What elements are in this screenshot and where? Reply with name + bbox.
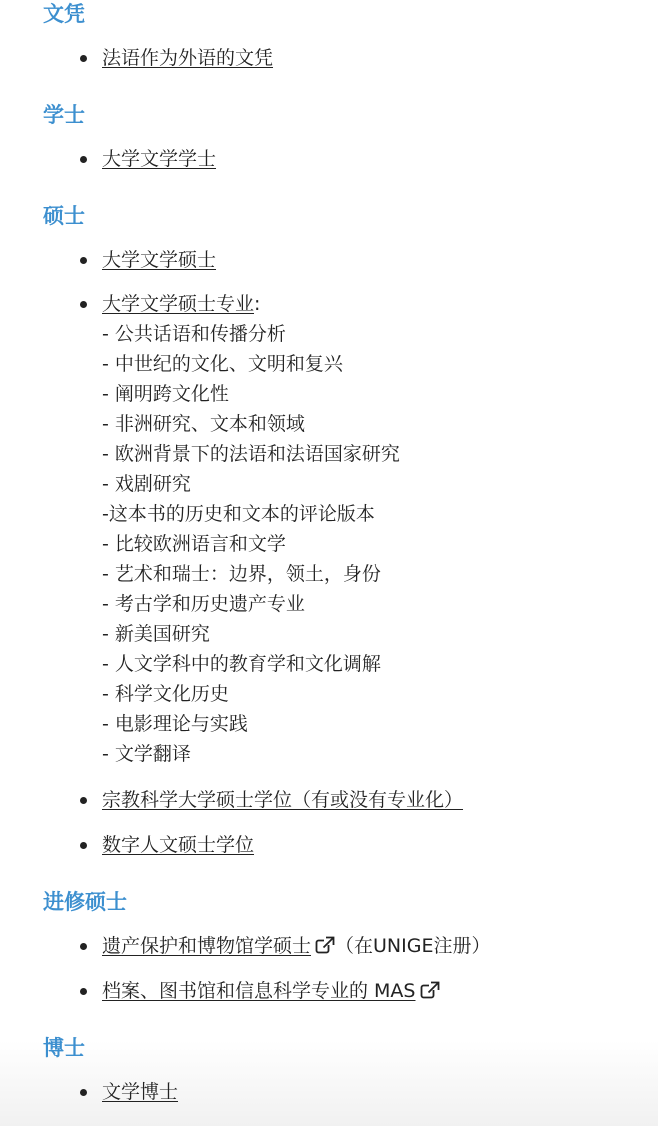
list-bullet <box>80 797 87 804</box>
link-archives-library-mas[interactable]: 档案、图书馆和信息科学专业的 MAS <box>102 980 416 1002</box>
link-digital-humanities-master[interactable]: 数字人文硕士学位 <box>102 834 255 856</box>
specialization-item: - 艺术和瑞士：边界，领土，身份 <box>102 563 381 585</box>
list-item <box>102 976 440 1006</box>
list-bullet <box>80 257 87 264</box>
link-heritage-museology-master[interactable]: 遗产保护和博物馆学硕士 <box>102 935 312 957</box>
external-link-icon[interactable] <box>420 981 440 999</box>
specialization-item: - 非洲研究、文本和领域 <box>102 413 305 435</box>
specialization-item: - 科学文化历史 <box>102 683 229 705</box>
list-bullet <box>80 988 87 995</box>
list-bullet <box>80 1089 87 1096</box>
list-item <box>102 785 463 815</box>
specialization-item: - 欧洲背景下的法语和法语国家研究 <box>102 443 400 465</box>
list-item <box>102 43 273 73</box>
list-item <box>102 144 216 174</box>
specialization-item: - 电影理论与实践 <box>102 713 248 735</box>
link-master-of-arts-specializations[interactable]: 大学文学硕士专业 <box>102 293 255 315</box>
external-link-icon[interactable] <box>315 936 335 954</box>
section-heading-continuing-master: 进修硕士 <box>43 890 127 914</box>
specialization-item: - 人文学科中的教育学和文化调解 <box>102 653 381 675</box>
list-bullet <box>80 842 87 849</box>
list-item <box>102 1077 178 1107</box>
section-heading-bachelor: 学士 <box>43 103 85 127</box>
specialization-item: - 比较欧洲语言和文学 <box>102 533 286 555</box>
specialization-colon: : <box>254 293 261 315</box>
section-heading-diploma: 文凭 <box>43 2 85 26</box>
specialization-item: - 阐明跨文化性 <box>102 383 229 405</box>
section-heading-doctorate: 博士 <box>43 1036 85 1060</box>
specialization-item: - 中世纪的文化、文明和复兴 <box>102 353 343 375</box>
list-item <box>102 931 490 961</box>
specialization-item: - 考古学和历史遗产专业 <box>102 593 305 615</box>
list-bullet <box>80 156 87 163</box>
section-heading-master: 硕士 <box>43 204 85 228</box>
specialization-item: - 公共话语和传播分析 <box>102 323 286 345</box>
list-item <box>102 245 216 275</box>
link-religious-studies-master[interactable]: 宗教科学大学硕士学位（有或没有专业化） <box>102 789 464 811</box>
specialization-item: -这本书的历史和文本的评论版本 <box>102 503 375 525</box>
list-item <box>102 289 260 319</box>
specialization-item: - 文学翻译 <box>102 743 191 765</box>
list-item <box>102 830 254 860</box>
link-master-of-arts[interactable]: 大学文学硕士 <box>102 249 217 271</box>
list-bullet <box>80 943 87 950</box>
specialization-item: - 戏剧研究 <box>102 473 191 495</box>
link-french-foreign-language-diploma[interactable]: 法语作为外语的文凭 <box>102 47 274 69</box>
list-bullet <box>80 301 87 308</box>
specialization-item: - 新美国研究 <box>102 623 210 645</box>
link-doctorate-of-arts[interactable]: 文学博士 <box>102 1081 179 1103</box>
registration-note: （在UNIGE注册） <box>335 935 491 957</box>
link-bachelor-of-arts[interactable]: 大学文学学士 <box>102 148 217 170</box>
list-bullet <box>80 55 87 62</box>
